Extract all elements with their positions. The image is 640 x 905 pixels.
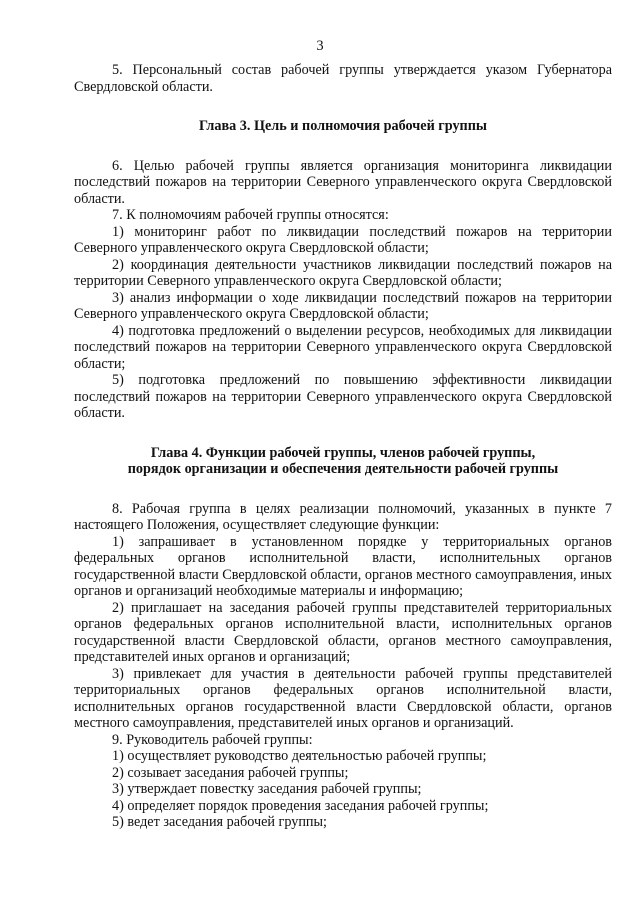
- list-item: 5) подготовка предложений по повышению эффективности ликвидации последствий пожаров на территории Северного управленческого округа Свердловской области.: [74, 372, 612, 421]
- paragraph-8: 8. Рабочая группа в целях реализации полномочий, указанных в пункте 7 настоящего Положения, осуществляет следующие функции:: [74, 500, 612, 533]
- list-item: 4) подготовка предложений о выделении ресурсов, необходимых для ликвидации последствий пожаров на территории Северного управленческого округа Свердловской области;: [74, 322, 612, 372]
- list-item: 3) анализ информации о ходе ликвидации последствий пожаров на территории Северного управленческого округа Свердловской области;: [74, 289, 612, 322]
- list-item: 2) приглашает на заседания рабочей группы представителей территориальных органов федеральных органов исполнительной власти, исполнительных органов государственной власти Свердловской области, органов местного самоуправления, представителей иных органов и организаций;: [74, 599, 612, 665]
- paragraph-6: 6. Целью рабочей группы является организация мониторинга ликвидации последствий пожаров на территории Северного управленческого округа Свердловской области.: [74, 157, 612, 207]
- chapter-3-title: Глава 3. Цель и полномочия рабочей группы: [199, 118, 487, 134]
- list-item: 2) созывает заседания рабочей группы;: [112, 764, 349, 781]
- list-item: 4) определяет порядок проведения заседания рабочей группы;: [112, 797, 489, 814]
- paragraph-7: 7. К полномочиям рабочей группы относятся:: [112, 207, 389, 223]
- chapter-4-title-line-2: порядок организации и обеспечения деятельности рабочей группы: [127, 461, 559, 477]
- list-item: 2) координация деятельности участников ликвидации последствий пожаров на территории Северного управленческого округа Свердловской области;: [74, 256, 612, 289]
- paragraph-5: 5. Персональный состав рабочей группы утверждается указом Губернатора Свердловской области.: [74, 62, 612, 95]
- list-item: 1) осуществляет руководство деятельностью рабочей группы;: [112, 748, 487, 764]
- list-item: 3) утверждает повестку заседания рабочей группы;: [112, 781, 422, 797]
- document-body: [74, 0, 612, 831]
- page-number: 3: [316, 38, 324, 54]
- list-item: 1) мониторинг работ по ликвидации последствий пожаров на территории Северного управленческого округа Свердловской области;: [74, 223, 612, 256]
- chapter-4-title-line-1: Глава 4. Функции рабочей группы, членов рабочей группы,: [150, 444, 536, 461]
- list-item: 3) привлекает для участия в деятельности рабочей группы представителей территориальных органов федеральных органов исполнительной власти, исполнительных органов государственной власти Свердловской области, органов местного самоуправления, представителей иных органов и организаций.: [74, 665, 612, 731]
- list-item: 5) ведет заседания рабочей группы;: [112, 814, 327, 830]
- paragraph-9: 9. Руководитель рабочей группы:: [112, 731, 313, 748]
- list-item: 1) запрашивает в установленном порядке у территориальных органов федеральных органов исполнительной власти, исполнительных органов государственной власти Свердловской области, органов местного самоуправления, иных органов и организаций необходимые материалы и информацию;: [74, 533, 612, 599]
